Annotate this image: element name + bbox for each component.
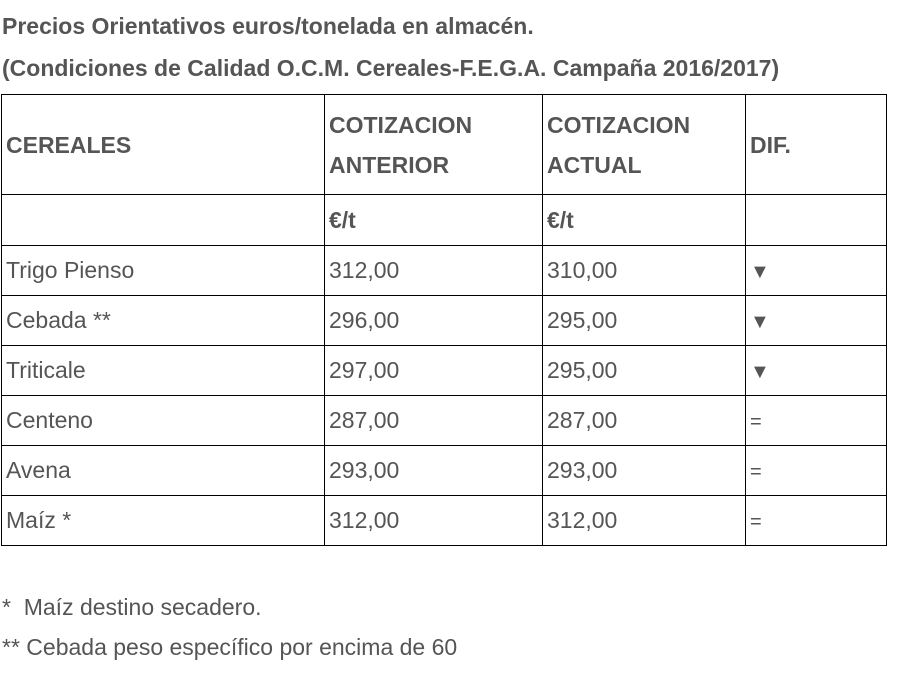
unit-actual: €/t xyxy=(543,195,746,246)
table-row xyxy=(2,446,887,496)
table-header-row xyxy=(2,95,887,195)
equal-sign: = xyxy=(750,511,762,533)
equal-sign: = xyxy=(750,411,762,433)
footnote-cebada: ** Cebada peso específico por encima de 60 xyxy=(2,634,458,660)
header-cotizacion-actual xyxy=(543,95,746,195)
page-title: Precios Orientativos euros/tonelada en almacén. xyxy=(2,13,534,39)
footnote-maiz: * Maíz destino secadero. xyxy=(2,594,262,620)
table-row xyxy=(2,396,887,446)
cell-dif xyxy=(746,396,887,446)
cell-dif xyxy=(746,296,887,346)
down-triangle-icon: ▼ xyxy=(750,311,770,333)
prices-table xyxy=(1,94,887,546)
unit-dif xyxy=(746,195,887,246)
cell-anterior: 293,00 xyxy=(325,446,543,496)
header-cereales-label: CEREALES xyxy=(6,131,132,158)
table-row xyxy=(2,496,887,546)
cell-cereal: Avena xyxy=(2,446,325,496)
header-cereales xyxy=(2,95,325,195)
cell-anterior: 312,00 xyxy=(325,246,543,296)
cell-actual: 295,00 xyxy=(543,346,746,396)
cell-actual: 293,00 xyxy=(543,446,746,496)
cell-actual: 295,00 xyxy=(543,296,746,346)
cell-cereal: Cebada ** xyxy=(2,296,325,346)
table-unit-row xyxy=(2,195,887,246)
cell-anterior: 296,00 xyxy=(325,296,543,346)
cell-cereal: Maíz * xyxy=(2,496,325,546)
equal-sign: = xyxy=(750,461,762,483)
table-row xyxy=(2,346,887,396)
cell-cereal: Centeno xyxy=(2,396,325,446)
page-subtitle: (Condiciones de Calidad O.C.M. Cereales-F.E.G.A. Campaña 2016/2017) xyxy=(2,55,780,81)
header-dif xyxy=(746,95,887,195)
cell-dif xyxy=(746,246,887,296)
cell-cereal: Trigo Pienso xyxy=(2,246,325,296)
cell-actual: 310,00 xyxy=(543,246,746,296)
down-triangle-icon: ▼ xyxy=(750,361,770,383)
header-anterior-line-1: COTIZACION xyxy=(329,111,473,138)
unit-cereales xyxy=(2,195,325,246)
header-actual-line-1: COTIZACION xyxy=(547,111,691,138)
down-triangle-icon: ▼ xyxy=(750,261,770,283)
header-dif-label: DIF. xyxy=(750,131,791,158)
cell-actual: 312,00 xyxy=(543,496,746,546)
cell-dif xyxy=(746,496,887,546)
cell-cereal: Triticale xyxy=(2,346,325,396)
cell-anterior: 297,00 xyxy=(325,346,543,396)
unit-anterior: €/t xyxy=(325,195,543,246)
header-cotizacion-anterior xyxy=(325,95,543,195)
table-row xyxy=(2,246,887,296)
cell-actual: 287,00 xyxy=(543,396,746,446)
cell-dif xyxy=(746,446,887,496)
cell-anterior: 312,00 xyxy=(325,496,543,546)
table-row xyxy=(2,296,887,346)
header-anterior-line-2: ANTERIOR xyxy=(329,151,450,178)
header-actual-line-2: ACTUAL xyxy=(547,151,642,178)
cell-anterior: 287,00 xyxy=(325,396,543,446)
cell-dif xyxy=(746,346,887,396)
